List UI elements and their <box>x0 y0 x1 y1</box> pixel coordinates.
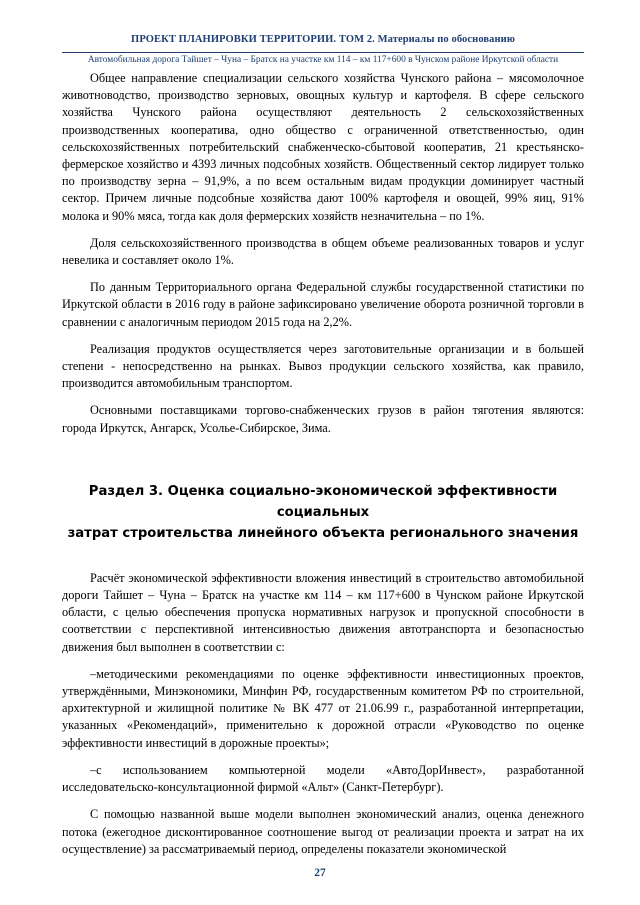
paragraph-agriculture-share: Доля сельскохозяйственного производства в общем объеме реализованных товаров и услуг невелика и составляет около 1%. <box>62 235 584 268</box>
section-heading <box>62 481 584 544</box>
page-number: 27 <box>314 867 326 879</box>
list-item-model: –с использованием компьютерной модели «АвтоДорИнвест», разработанной исследовательско-консультационной фирмой «Альт» (Санкт-Петербург). <box>62 762 584 795</box>
section-heading-line-1: Раздел 3. Оценка социально-экономической эффективности социальных <box>88 483 558 520</box>
paragraph-calculation-basis: Расчёт экономической эффективности вложения инвестиций в строительство автомобильной дороги Тайшет – Чуна – Братск на участке км 114 – км 117+600 в Чунском районе Иркутской области, с целью обеспечения пропуска нормативных нагрузок и пропускной способности в соответствии с перспективной интенсивностью движения автотранспорта и безопасностью движения был выполнен в соответствии с: <box>62 570 584 654</box>
running-header-subtitle: Автомобильная дорога Тайшет – Чуна – Братск на участке км 114 – км 117+600 в Чунском районе Иркутской области <box>87 55 559 65</box>
body-text <box>62 70 584 858</box>
paragraph-retail-turnover: По данным Территориального органа Федеральной службы государственной статистики по Иркутской области в 2016 году в районе зафиксировано увеличение оборота розничной торговли в сравнении с аналогичным периодом 2015 года на 2,2%. <box>62 280 584 329</box>
paragraph-product-sales: Реализация продуктов осуществляется через заготовительные организации и в большей степени - непосредственно на рынках. Вывоз продукции сельского хозяйства, как правило, производится автомобильным транспортом. <box>62 341 584 391</box>
section-heading-line-2: затрат строительства линейного объекта регионального значения <box>67 525 579 541</box>
header-divider <box>62 52 584 53</box>
running-header-title: ПРОЕКТ ПЛАНИРОВКИ ТЕРРИТОРИИ. ТОМ 2. Материалы по обоснованию <box>131 34 515 45</box>
paragraph-suppliers: Основными поставщиками торгово-снабженческих грузов в район тяготения являются: города Иркутск, Ангарск, Усолье-Сибирское, Зима. <box>62 403 584 435</box>
paragraph-economic-analysis: С помощью названной выше модели выполнен экономический анализ, оценка денежного потока (ежегодное дисконтированное соотношение выгод от реализации проекта и затрат на их осуществление) за рассматриваемый период, определены показатели экономической <box>62 807 584 856</box>
list-item-methodology: –методическими рекомендациями по оценке эффективности инвестиционных проектов, утверждёнными, Минэкономики, Минфин РФ, государственным комитетом РФ по строительной, архитектурной и жилищной политике № ВК 477 от 21.06.99 г., разработанной интерпретации, указанных «Рекомендаций», применительно к дорожной отрасли «Руководство по оценке эффективности инвестиций в дорожные проекты»; <box>62 666 584 750</box>
paragraph-agriculture: Общее направление специализации сельского хозяйства Чунского района – мясомолочное животноводство, производство зерновых, овощных культур и картофеля. В сфере сельского хозяйства Чунского района осуществляют деятельность 2 сельскохозяйственных производственных кооператива, одно общество с ограниченной ответственностью, один сельскохозяйственных потребительский снабженческо-сбытовой кооператив, 21 крестьянско-фермерское хозяйство и 4393 личных подсобных хозяйств. Общественный сектор лидирует только по производству зерна – 91,9%, а по всем остальным видам продукции доминирует частный сектор. Причем личные подсобные хозяйства дают 100% картофеля и овощей, 99% яиц, 91% молока и 90% мяса, тогда как доля фермерских хозяйств незначительна – по 1%. <box>62 71 584 223</box>
